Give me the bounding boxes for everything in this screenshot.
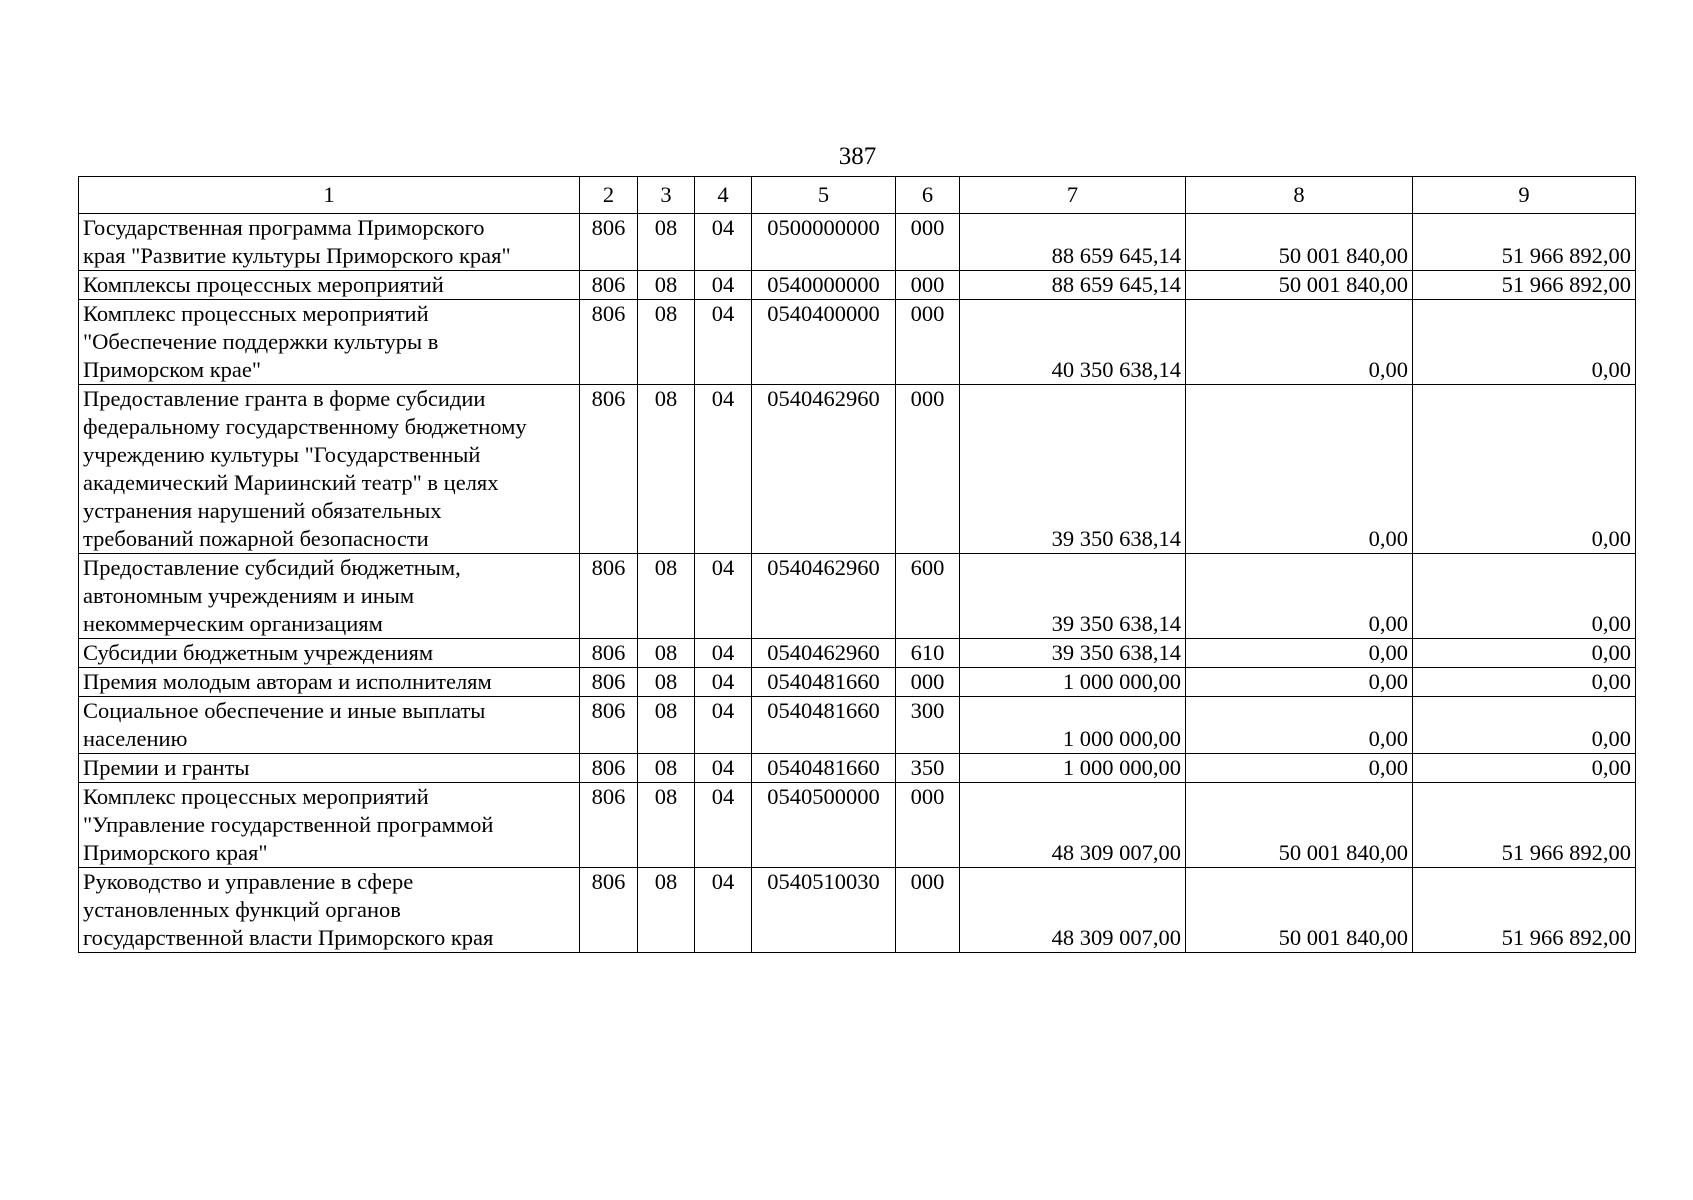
cell-amount-col8: 50 001 840,00 — [1186, 868, 1413, 953]
cell-ministry-code: 806 — [580, 697, 638, 754]
cell-target-article: 0540500000 — [752, 783, 896, 868]
cell-amount-col7: 39 350 638,14 — [960, 554, 1186, 639]
cell-subsection: 04 — [695, 214, 752, 271]
cell-subsection: 04 — [695, 668, 752, 697]
cell-amount-col9: 0,00 — [1413, 668, 1636, 697]
cell-amount-col7: 1 000 000,00 — [960, 668, 1186, 697]
cell-amount-col8: 0,00 — [1186, 385, 1413, 554]
cell-subsection: 04 — [695, 783, 752, 868]
cell-amount-col9: 0,00 — [1413, 385, 1636, 554]
cell-expense-type: 000 — [896, 214, 960, 271]
cell-amount-col7: 88 659 645,14 — [960, 271, 1186, 300]
cell-expense-type: 600 — [896, 554, 960, 639]
cell-target-article: 0540481660 — [752, 668, 896, 697]
cell-section: 08 — [638, 214, 695, 271]
cell-amount-col9: 51 966 892,00 — [1413, 783, 1636, 868]
budget-table — [78, 176, 1636, 953]
row-name: Социальное обеспечение и иные выплаты населению — [79, 697, 580, 754]
column-header: 6 — [896, 177, 960, 214]
cell-section: 08 — [638, 868, 695, 953]
cell-ministry-code: 806 — [580, 868, 638, 953]
table-row — [79, 668, 1636, 697]
row-name: Комплекс процессных мероприятий "Управление государственной программой Приморского края" — [79, 783, 580, 868]
cell-subsection: 04 — [695, 639, 752, 668]
cell-expense-type: 000 — [896, 271, 960, 300]
cell-target-article: 0540510030 — [752, 868, 896, 953]
row-name: Субсидии бюджетным учреждениям — [79, 639, 580, 668]
table-row — [79, 554, 1636, 639]
cell-section: 08 — [638, 697, 695, 754]
table-row — [79, 271, 1636, 300]
cell-target-article: 0540000000 — [752, 271, 896, 300]
cell-amount-col9: 0,00 — [1413, 300, 1636, 385]
cell-expense-type: 350 — [896, 754, 960, 783]
row-name: Государственная программа Приморского края "Развитие культуры Приморского края" — [79, 214, 580, 271]
column-header: 9 — [1413, 177, 1636, 214]
cell-target-article: 0540481660 — [752, 754, 896, 783]
cell-target-article: 0540481660 — [752, 697, 896, 754]
row-name: Предоставление гранта в форме субсидии федеральному государственному бюджетному учреждению культуры "Государственный академический Мариинский театр" в целях устранения нарушений обязательных требований пожарной безопасности — [79, 385, 580, 554]
cell-target-article: 0540462960 — [752, 554, 896, 639]
cell-amount-col9: 51 966 892,00 — [1413, 868, 1636, 953]
cell-target-article: 0500000000 — [752, 214, 896, 271]
cell-target-article: 0540462960 — [752, 385, 896, 554]
row-name: Руководство и управление в сфере установленных функций органов государственной власти Приморского края — [79, 868, 580, 953]
table-row — [79, 300, 1636, 385]
column-header: 7 — [960, 177, 1186, 214]
cell-amount-col9: 51 966 892,00 — [1413, 214, 1636, 271]
cell-amount-col9: 0,00 — [1413, 697, 1636, 754]
cell-subsection: 04 — [695, 271, 752, 300]
cell-amount-col8: 0,00 — [1186, 639, 1413, 668]
cell-amount-col8: 50 001 840,00 — [1186, 271, 1413, 300]
row-name: Премия молодым авторам и исполнителям — [79, 668, 580, 697]
cell-amount-col8: 0,00 — [1186, 554, 1413, 639]
cell-amount-col7: 48 309 007,00 — [960, 868, 1186, 953]
cell-target-article: 0540400000 — [752, 300, 896, 385]
column-header: 2 — [580, 177, 638, 214]
cell-subsection: 04 — [695, 868, 752, 953]
cell-section: 08 — [638, 300, 695, 385]
column-header: 3 — [638, 177, 695, 214]
cell-section: 08 — [638, 668, 695, 697]
cell-ministry-code: 806 — [580, 271, 638, 300]
cell-ministry-code: 806 — [580, 554, 638, 639]
table-row — [79, 214, 1636, 271]
cell-expense-type: 000 — [896, 385, 960, 554]
cell-section: 08 — [638, 639, 695, 668]
cell-ministry-code: 806 — [580, 668, 638, 697]
cell-subsection: 04 — [695, 385, 752, 554]
cell-ministry-code: 806 — [580, 385, 638, 554]
cell-section: 08 — [638, 754, 695, 783]
row-name: Предоставление субсидий бюджетным, автономным учреждениям и иным некоммерческим организациям — [79, 554, 580, 639]
cell-ministry-code: 806 — [580, 639, 638, 668]
cell-section: 08 — [638, 554, 695, 639]
column-header: 4 — [695, 177, 752, 214]
header-row — [79, 177, 1636, 214]
cell-section: 08 — [638, 783, 695, 868]
cell-expense-type: 000 — [896, 668, 960, 697]
cell-expense-type: 000 — [896, 300, 960, 385]
cell-amount-col9: 0,00 — [1413, 554, 1636, 639]
cell-amount-col7: 39 350 638,14 — [960, 385, 1186, 554]
table-row — [79, 639, 1636, 668]
cell-amount-col9: 51 966 892,00 — [1413, 271, 1636, 300]
cell-ministry-code: 806 — [580, 214, 638, 271]
cell-ministry-code: 806 — [580, 300, 638, 385]
cell-amount-col7: 1 000 000,00 — [960, 754, 1186, 783]
cell-amount-col7: 48 309 007,00 — [960, 783, 1186, 868]
cell-target-article: 0540462960 — [752, 639, 896, 668]
column-header: 8 — [1186, 177, 1413, 214]
cell-amount-col7: 39 350 638,14 — [960, 639, 1186, 668]
cell-subsection: 04 — [695, 697, 752, 754]
cell-ministry-code: 806 — [580, 783, 638, 868]
cell-expense-type: 610 — [896, 639, 960, 668]
cell-amount-col8: 0,00 — [1186, 754, 1413, 783]
cell-amount-col8: 50 001 840,00 — [1186, 214, 1413, 271]
column-header: 5 — [752, 177, 896, 214]
column-header: 1 — [79, 177, 580, 214]
cell-section: 08 — [638, 271, 695, 300]
table-row — [79, 754, 1636, 783]
cell-amount-col8: 0,00 — [1186, 300, 1413, 385]
table-row — [79, 783, 1636, 868]
cell-subsection: 04 — [695, 554, 752, 639]
cell-expense-type: 300 — [896, 697, 960, 754]
table-row — [79, 385, 1636, 554]
row-name: Премии и гранты — [79, 754, 580, 783]
cell-expense-type: 000 — [896, 783, 960, 868]
cell-expense-type: 000 — [896, 868, 960, 953]
cell-amount-col8: 0,00 — [1186, 697, 1413, 754]
cell-amount-col7: 88 659 645,14 — [960, 214, 1186, 271]
row-name: Комплексы процессных мероприятий — [79, 271, 580, 300]
cell-amount-col7: 40 350 638,14 — [960, 300, 1186, 385]
page-number: 387 — [838, 143, 877, 170]
cell-amount-col9: 0,00 — [1413, 639, 1636, 668]
cell-section: 08 — [638, 385, 695, 554]
table-row — [79, 697, 1636, 754]
row-name: Комплекс процессных мероприятий "Обеспечение поддержки культуры в Приморском крае" — [79, 300, 580, 385]
cell-amount-col8: 0,00 — [1186, 668, 1413, 697]
cell-amount-col9: 0,00 — [1413, 754, 1636, 783]
cell-ministry-code: 806 — [580, 754, 638, 783]
table-row — [79, 868, 1636, 953]
cell-subsection: 04 — [695, 754, 752, 783]
cell-amount-col7: 1 000 000,00 — [960, 697, 1186, 754]
cell-subsection: 04 — [695, 300, 752, 385]
cell-amount-col8: 50 001 840,00 — [1186, 783, 1413, 868]
